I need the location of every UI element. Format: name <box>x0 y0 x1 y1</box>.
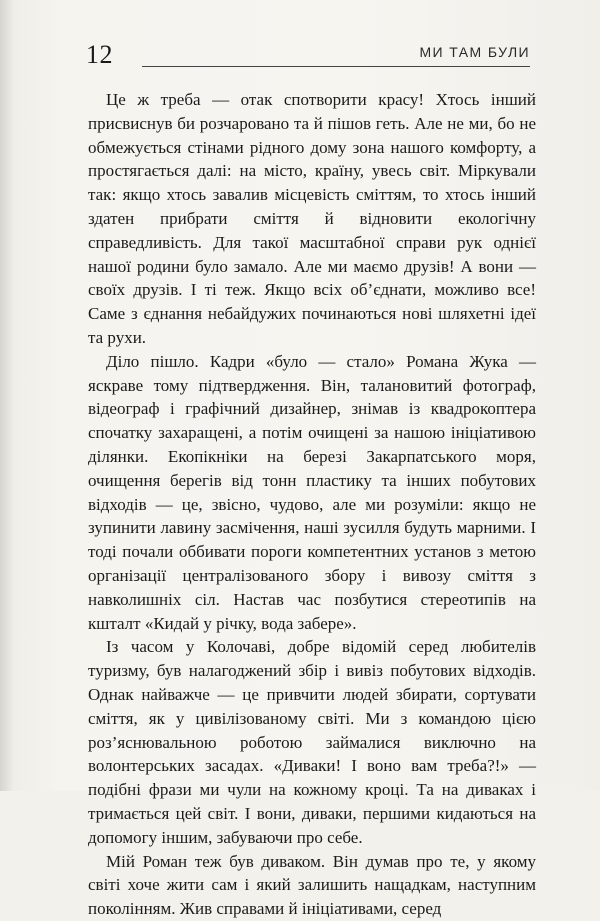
paragraph-1: Це ж треба — отак спотворити красу! Хтось інший присвиснув би розчаровано та й пішов геть. Але не ми, бо не обмежується стінами рідного дому зона нашого комфорту, а простягається далі: на місто, країну, увесь світ. Міркували так: якщо хтось завалив місцевість сміттям, то хтось інший здатен прибрати сміття й відновити екологічну справедливість. Для такої масштабної справи рук однієї нашої родини було замало. Але ми маємо друзів! А вони — своїх друзів. І ті теж. Якщо всіх об’єднати, можливо все! Саме з єднання небайдужих починаються нові шляхетні ідеї та рухи. <box>88 90 536 347</box>
page-header <box>0 0 600 80</box>
running-title: МИ ТАМ БУЛИ <box>419 44 530 60</box>
page-number: 12 <box>86 40 113 69</box>
paragraph-3: Із часом у Колочаві, добре відомій серед любителів туризму, був налагоджений збір і вивіз побутових відходів. Однак найважче — це привчити людей збирати, сортувати сміття, як у цивілізованому світі. Ми з командою цією роз’яснювальною роботою займалися виключно на волонтерських засадах. «Диваки! І воно вам треба?!» — подібні фрази ми чули на кожному кроці. Та на диваках і тримається цей світ. І вони, диваки, першими кидаються на допомогу іншим, забуваючи про себе. <box>88 637 536 847</box>
spine-shadow <box>0 0 14 791</box>
header-rule <box>142 66 530 67</box>
paragraph-4: Мій Роман теж був диваком. Він думав про те, у якому світі хоче жити сам і який залишить нащадкам, наступним поколінням. Жив справами й ініціативами, серед <box>88 851 536 919</box>
body-text <box>88 88 536 921</box>
paragraph-2: Діло пішло. Кадри «було — стало» Романа Жука — яскраве тому підтвердження. Він, талановитий фотограф, відеограф і графічний дизайнер, знімав із квадрокоптера спочатку захаращені, а потім очищені за нашою ініціативою ділянки. Екопікніки на березі Закарпатського моря, очищення берегів від тонн пластику та інших побутових відходів — це, звісно, чудово, але ми розуміли: якщо не зупинити лавину засмічення, наші зусилля будуть марними. І тоді почали оббивати пороги компетентних установ з метою організації централізованого збору і вивозу сміття з навколишніх сіл. Настав час позбутися стереотипів на кшталт «Кидай у річку, вода забере». <box>88 351 536 633</box>
